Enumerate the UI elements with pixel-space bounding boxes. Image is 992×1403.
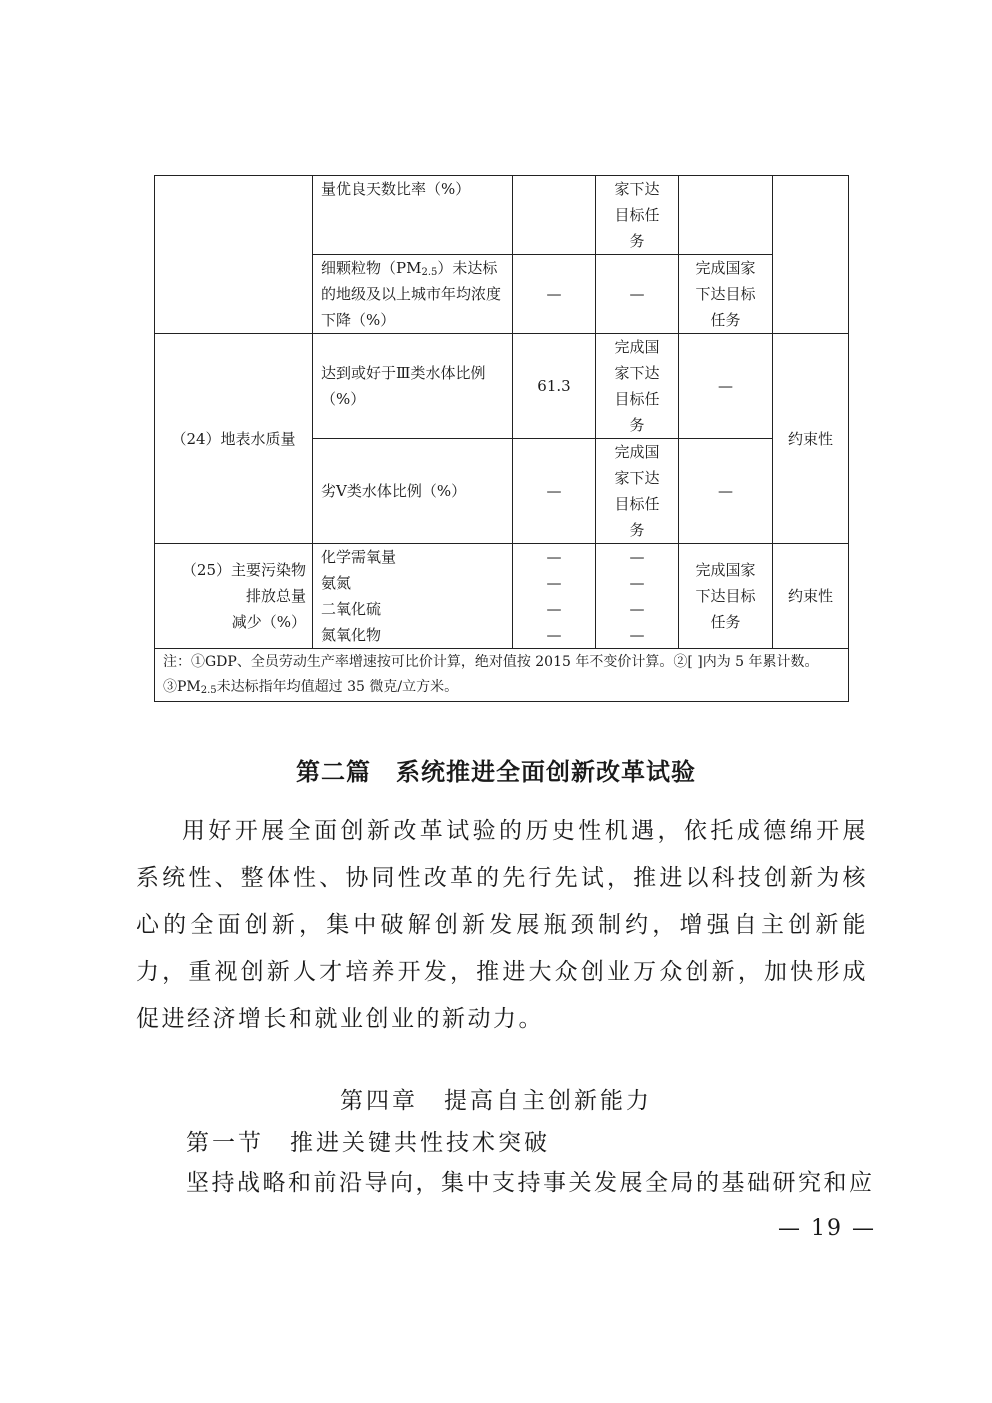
indicator-cell: 量优良天数比率（%） [313, 176, 513, 255]
section-title: 第一节 推进关键共性技术突破 [186, 1130, 550, 1156]
type-cell-empty [773, 176, 849, 334]
body-continuation: 坚持战略和前沿导向，集中支持事关发展全局的基础研究和应 [186, 1170, 875, 1196]
note-cell: 完成国家 下达目标 任务 [679, 255, 773, 334]
indicator-cell: 化学需氧量 氨氮 二氧化硫 氮氧化物 [313, 544, 513, 649]
value-cell [513, 176, 596, 255]
target-cell: — — — — [596, 544, 679, 649]
target-cell: 家下达 目标任 务 [596, 176, 679, 255]
target-cell: — [596, 255, 679, 334]
page-number: — 19 — [778, 1216, 876, 1241]
indicator-cell: 劣Ⅴ类水体比例（%） [313, 439, 513, 544]
note-cell: — [679, 334, 773, 439]
chapter-title: 第四章 提高自主创新能力 [340, 1088, 652, 1114]
table-row [155, 544, 849, 649]
value-cell: — [513, 439, 596, 544]
group-name-empty [155, 176, 313, 334]
type-cell: 约束性 [773, 544, 849, 649]
value-cell: — — — — [513, 544, 596, 649]
indicator-table [154, 175, 849, 702]
indicator-cell: 细颗粒物$(PM_{2.5})$未达标的地级及以上城市年均浓度下降（%） [313, 255, 513, 334]
note-cell: — [679, 439, 773, 544]
target-cell: 完成国 家下达 目标任 务 [596, 439, 679, 544]
body-paragraph: 用好开展全面创新改革试验的历史性机遇，依托成德绵开展系统性、整体性、协同性改革的先行先试，推进以科技创新为核心的全面创新，集中破解创新发展瓶颈制约，增强自主创新能力，重视创新人才培养开发，推进大众创业万众创新，加快形成促进经济增长和就业创业的新动力。 [136, 818, 868, 1032]
table-row [155, 176, 849, 255]
table-row [155, 334, 849, 439]
target-cell: 完成国 家下达 目标任 务 [596, 334, 679, 439]
group-name-25: （25）主要污染物 排放总量 减少（%） [155, 544, 313, 649]
table-footnote-row [155, 649, 849, 702]
note-cell: 完成国家 下达目标 任务 [679, 544, 773, 649]
indicator-cell: 达到或好于Ⅲ类水体比例（%） [313, 334, 513, 439]
table-footnote: 注：①GDP、全员劳动生产率增速按可比价计算，绝对值按 2015 年不变价计算。②[ ]内为 5 年累计数。$③PM_{2.5}$未达标指年均值超过 35 微克/立方米。 [155, 649, 849, 702]
value-cell: — [513, 255, 596, 334]
note-cell [679, 176, 773, 255]
value-cell: 61.3 [513, 334, 596, 439]
type-cell: 约束性 [773, 334, 849, 544]
part-title: 第二篇 系统推进全面创新改革试验 [296, 758, 696, 786]
group-name-24: （24）地表水质量 [155, 334, 313, 544]
